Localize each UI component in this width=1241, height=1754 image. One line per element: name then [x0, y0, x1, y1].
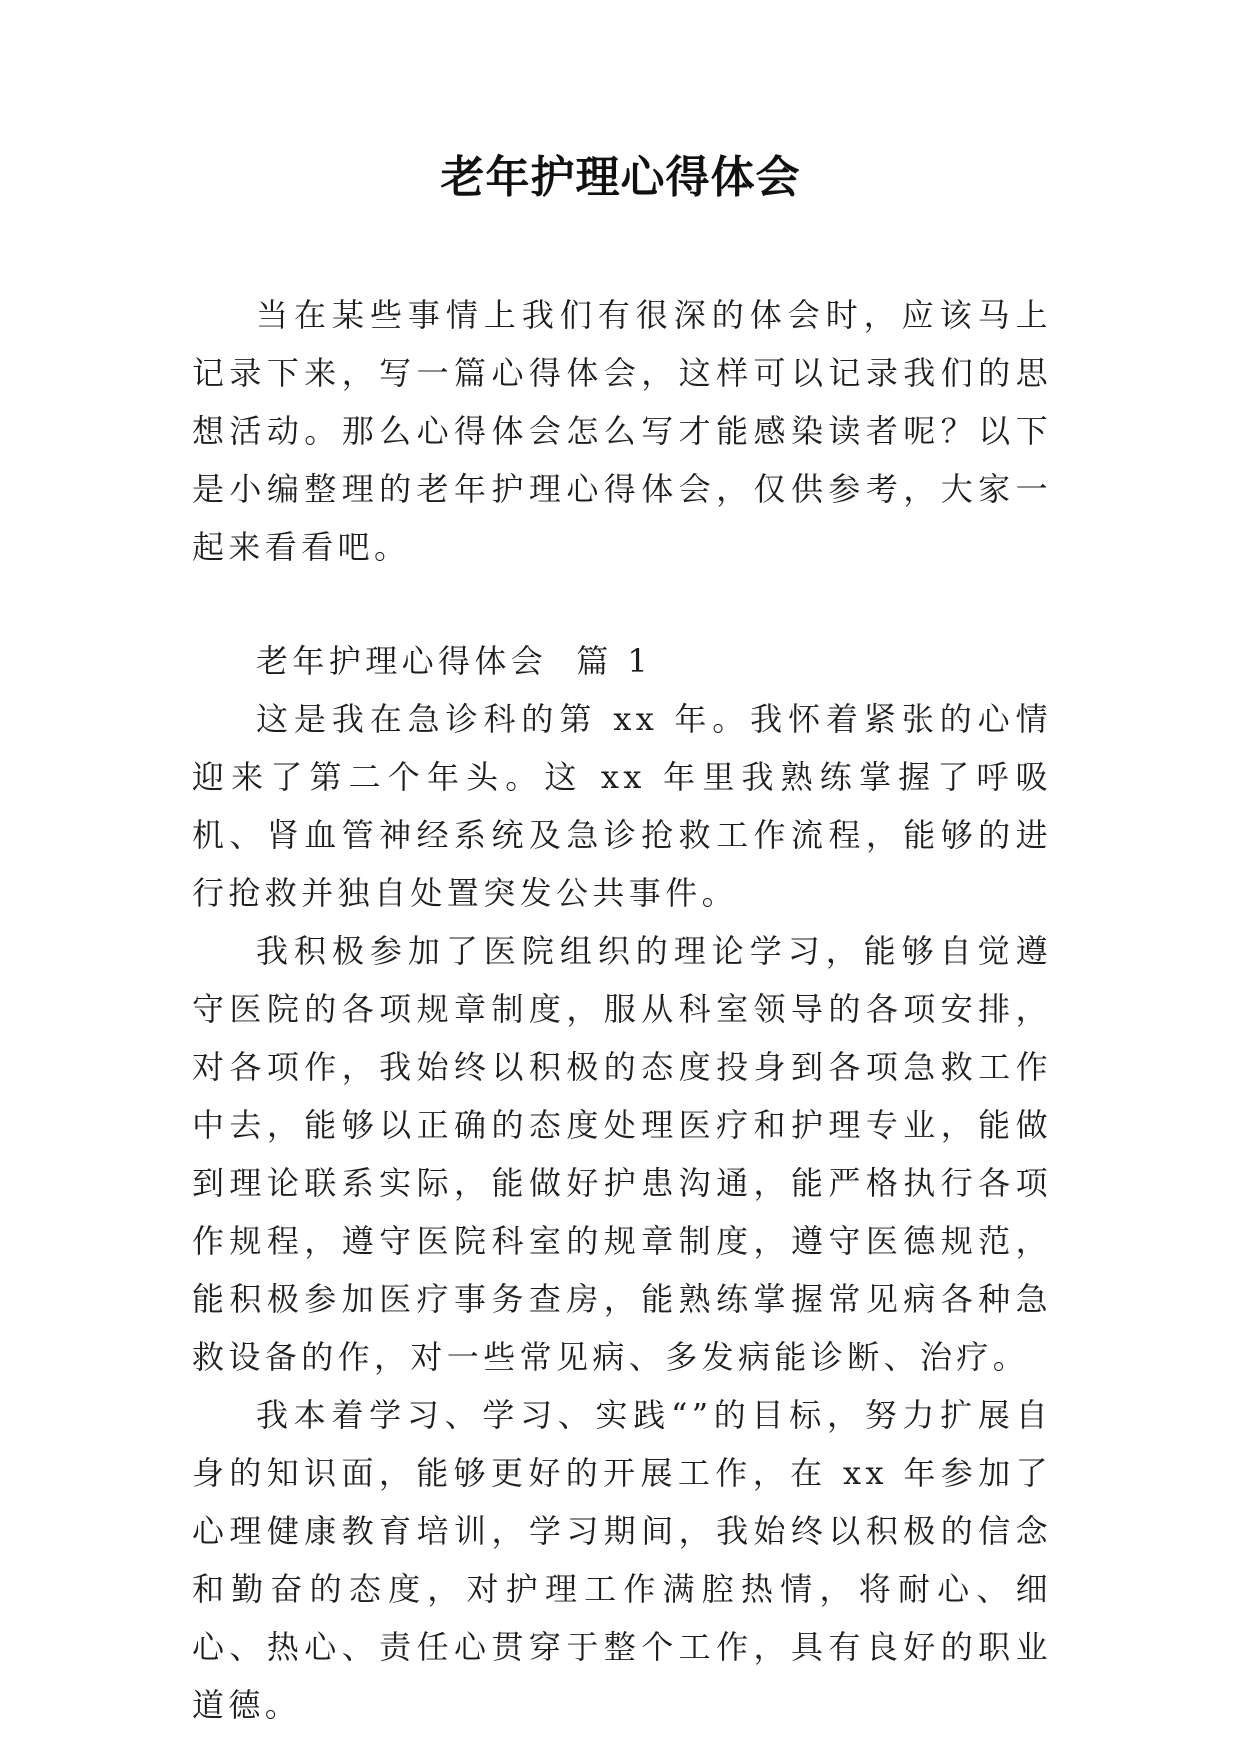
intro-paragraph: 当在某些事情上我们有很深的体会时，应该马上记录下来，写一篇心得体会，这样可以记录我们的思想活动。那么心得体会怎么写才能感染读者呢？以下是小编整理的老年护理心得体会，仅供参考，大家一起来看看吧。	[192, 296, 1052, 566]
document-body	[192, 286, 1052, 1734]
section-spacer	[192, 576, 1052, 632]
body-paragraph-3: 我本着学习、学习、实践“”的目标，努力扩展自身的知识面，能够更好的开展工作，在 xx 年参加了心理健康教育培训，学习期间，我始终以积极的信念和勤奋的态度，对护理工作满腔热情，将耐心、细心、热心、责任心贯穿于整个工作，具有良好的职业道德。	[192, 1396, 1052, 1724]
body-paragraph-2: 我积极参加了医院组织的理论学习，能够自觉遵守医院的各项规章制度，服从科室领导的各项安排，对各项作，我始终以积极的态度投身到各项急救工作中去，能够以正确的态度处理医疗和护理专业，能做到理论联系实际，能做好护患沟通，能严格执行各项作规程，遵守医院科室的规章制度，遵守医德规范，能积极参加医疗事务查房，能熟练掌握常见病各种急救设备的作，对一些常见病、多发病能诊断、治疗。	[192, 932, 1052, 1376]
document-title: 老年护理心得体会	[440, 152, 801, 203]
body-paragraph-1: 这是我在急诊科的第 xx 年。我怀着紧张的心情迎来了第二个年头。这 xx 年里我熟练掌握了呼吸机、肾血管神经系统及急诊抢救工作流程，能够的进行抢救并独自处置突发公共事件。	[192, 700, 1052, 912]
section-heading: 老年护理心得体会 篇 1	[256, 642, 653, 680]
